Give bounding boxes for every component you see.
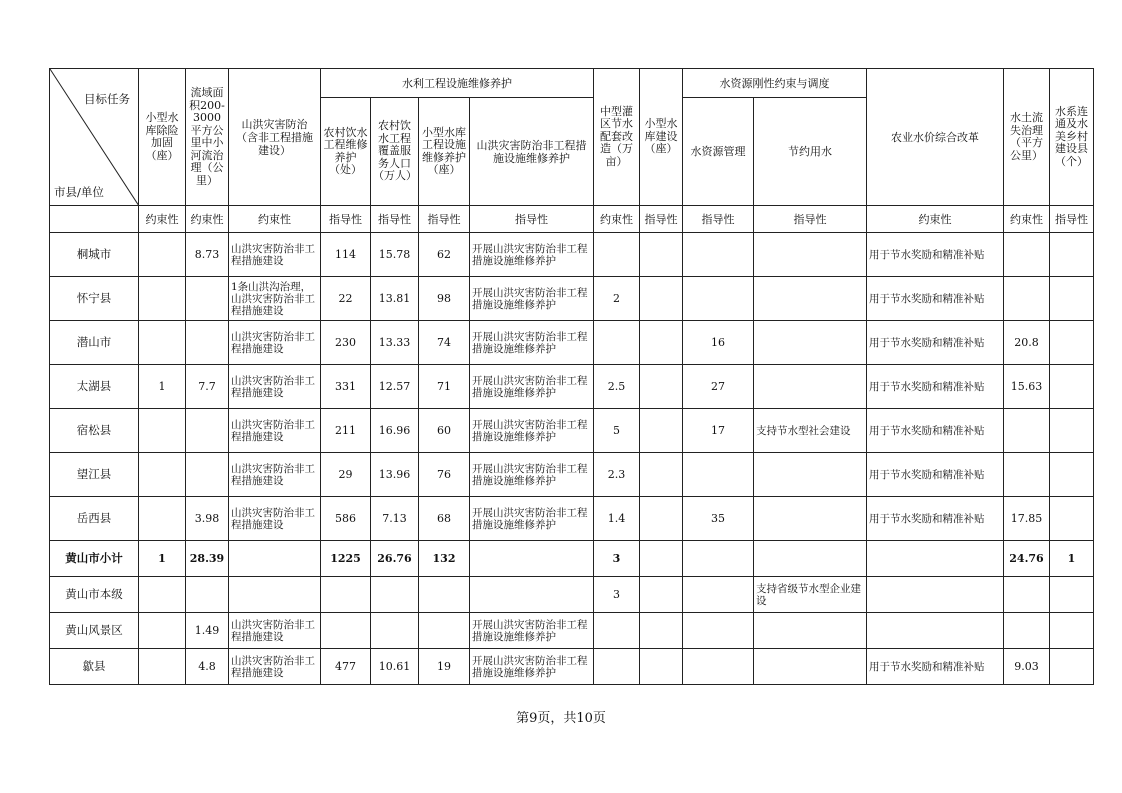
table-cell <box>754 277 867 321</box>
table-cell <box>754 321 867 365</box>
col-header-10: 节约用水 <box>754 98 867 206</box>
table-cell <box>640 613 683 649</box>
table-cell: 26.76 <box>371 541 419 577</box>
table-row <box>50 277 1094 321</box>
col-header-8: 小型水库建设（座） <box>640 69 683 206</box>
table-cell: 13.33 <box>371 321 419 365</box>
table-cell: 132 <box>419 541 470 577</box>
row-name-cell: 岳西县 <box>50 497 139 541</box>
table-cell: 开展山洪灾害防治非工程措施设施维修养护 <box>470 277 594 321</box>
table-cell: 35 <box>683 497 754 541</box>
table-cell: 山洪灾害防治非工程措施建设 <box>229 497 321 541</box>
col-header-9: 水资源管理 <box>683 98 754 206</box>
table-row <box>50 409 1094 453</box>
table-cell <box>1004 233 1050 277</box>
table-cell: 19 <box>419 649 470 685</box>
data-table <box>49 68 1094 685</box>
table-cell: 3.98 <box>186 497 229 541</box>
col-header-6: 山洪灾害防治非工程措施设施维修养护 <box>470 98 594 206</box>
table-cell <box>640 277 683 321</box>
page-number: 第9页，共10页 <box>516 711 606 726</box>
table-cell: 60 <box>419 409 470 453</box>
table-row <box>50 321 1094 365</box>
table-cell <box>139 577 186 613</box>
table-cell: 山洪灾害防治非工程措施建设 <box>229 409 321 453</box>
row-name-cell: 宿松县 <box>50 409 139 453</box>
table-cell <box>229 541 321 577</box>
table-cell: 586 <box>321 497 371 541</box>
table-cell <box>594 613 640 649</box>
table-cell <box>754 497 867 541</box>
level-cell: 约束性 <box>186 206 229 233</box>
table-cell: 山洪灾害防治非工程措施建设 <box>229 649 321 685</box>
table-cell <box>139 409 186 453</box>
row-name-cell: 歙县 <box>50 649 139 685</box>
table-cell: 8.73 <box>186 233 229 277</box>
table-cell <box>1050 365 1094 409</box>
table-cell <box>640 577 683 613</box>
table-cell <box>1050 453 1094 497</box>
table-cell: 开展山洪灾害防治非工程措施设施维修养护 <box>470 365 594 409</box>
table-cell: 74 <box>419 321 470 365</box>
table-cell: 开展山洪灾害防治非工程措施设施维修养护 <box>470 453 594 497</box>
table-cell: 1 <box>139 541 186 577</box>
row-name-cell: 怀宁县 <box>50 277 139 321</box>
table-cell: 2 <box>594 277 640 321</box>
corner-header-cell <box>50 69 139 206</box>
col-header-5: 小型水库工程设施维修养护（座） <box>419 98 470 206</box>
level-cell: 约束性 <box>1004 206 1050 233</box>
row-name-cell: 潜山市 <box>50 321 139 365</box>
table-cell <box>139 497 186 541</box>
table-cell <box>640 365 683 409</box>
table-cell: 4.8 <box>186 649 229 685</box>
table-cell: 2.5 <box>594 365 640 409</box>
table-cell: 9.03 <box>1004 649 1050 685</box>
level-cell: 指导性 <box>419 206 470 233</box>
col-header-12: 水土流失治理（平方公里） <box>1004 69 1050 206</box>
table-cell <box>640 541 683 577</box>
row-name-cell: 黄山市本级 <box>50 577 139 613</box>
table-cell: 15.78 <box>371 233 419 277</box>
table-cell: 12.57 <box>371 365 419 409</box>
table-cell <box>419 613 470 649</box>
table-row <box>50 613 1094 649</box>
table-cell <box>640 233 683 277</box>
col-header-4: 农村饮水工程覆盖服务人口（万人） <box>371 98 419 206</box>
col-header-3: 农村饮水工程维修养护（处） <box>321 98 371 206</box>
table-cell <box>186 277 229 321</box>
table-cell: 用于节水奖励和精准补贴 <box>867 365 1004 409</box>
table-cell: 1 <box>139 365 186 409</box>
table-cell <box>419 577 470 613</box>
row-name-cell: 太湖县 <box>50 365 139 409</box>
table-cell: 支持省级节水型企业建设 <box>754 577 867 613</box>
corner-bottom-label: 市县/单位 <box>54 185 104 199</box>
table-cell: 山洪灾害防治非工程措施建设 <box>229 233 321 277</box>
table-cell <box>754 649 867 685</box>
table-cell <box>1050 233 1094 277</box>
table-cell <box>1050 497 1094 541</box>
table-cell: 114 <box>321 233 371 277</box>
table-cell: 22 <box>321 277 371 321</box>
level-cell: 指导性 <box>640 206 683 233</box>
level-cell: 指导性 <box>371 206 419 233</box>
level-cell-corner <box>50 206 139 233</box>
table-cell <box>867 577 1004 613</box>
table-cell: 10.61 <box>371 649 419 685</box>
table-cell: 1条山洪沟治理，山洪灾害防治非工程措施建设 <box>229 277 321 321</box>
table-cell <box>640 453 683 497</box>
table-cell <box>1050 321 1094 365</box>
table-cell: 13.96 <box>371 453 419 497</box>
table-cell <box>754 365 867 409</box>
table-cell: 1 <box>1050 541 1094 577</box>
table-cell <box>139 277 186 321</box>
table-cell <box>594 321 640 365</box>
level-cell: 指导性 <box>1050 206 1094 233</box>
table-cell: 用于节水奖励和精准补贴 <box>867 649 1004 685</box>
group-header-water-projects: 水利工程设施维修养护 <box>321 69 594 98</box>
table-cell: 7.7 <box>186 365 229 409</box>
table-cell: 1.49 <box>186 613 229 649</box>
row-name-cell: 黄山市小计 <box>50 541 139 577</box>
row-name-cell: 桐城市 <box>50 233 139 277</box>
table-cell <box>683 577 754 613</box>
table-cell: 28.39 <box>186 541 229 577</box>
table-cell <box>640 409 683 453</box>
table-cell: 山洪灾害防治非工程措施建设 <box>229 321 321 365</box>
table-cell <box>1004 277 1050 321</box>
table-cell <box>640 497 683 541</box>
level-cell: 约束性 <box>594 206 640 233</box>
table-cell: 用于节水奖励和精准补贴 <box>867 497 1004 541</box>
table-cell <box>186 321 229 365</box>
table-cell: 68 <box>419 497 470 541</box>
level-cell: 指导性 <box>683 206 754 233</box>
table-cell <box>186 453 229 497</box>
table-cell: 山洪灾害防治非工程措施建设 <box>229 365 321 409</box>
table-cell <box>229 577 321 613</box>
table-cell <box>594 233 640 277</box>
table-cell: 开展山洪灾害防治非工程措施设施维修养护 <box>470 321 594 365</box>
col-header-13: 水系连通及水美乡村建设县（个） <box>1050 69 1094 206</box>
table-cell: 3 <box>594 541 640 577</box>
table-cell <box>683 613 754 649</box>
table-cell: 16.96 <box>371 409 419 453</box>
table-cell: 15.63 <box>1004 365 1050 409</box>
level-cell: 指导性 <box>754 206 867 233</box>
table-cell <box>321 577 371 613</box>
table-cell: 开展山洪灾害防治非工程措施设施维修养护 <box>470 409 594 453</box>
row-name-cell: 望江县 <box>50 453 139 497</box>
col-header-2: 山洪灾害防治（含非工程措施建设） <box>229 69 321 206</box>
table-row <box>50 233 1094 277</box>
table-cell: 76 <box>419 453 470 497</box>
table-cell: 用于节水奖励和精准补贴 <box>867 453 1004 497</box>
table-row <box>50 453 1094 497</box>
table-cell <box>867 541 1004 577</box>
table-cell <box>139 321 186 365</box>
table-cell <box>139 649 186 685</box>
table-row <box>50 577 1094 613</box>
table-row <box>50 541 1094 577</box>
table-cell <box>186 577 229 613</box>
col-header-7: 中型灌区节水配套改造（万亩） <box>594 69 640 206</box>
table-cell <box>371 613 419 649</box>
table-cell: 开展山洪灾害防治非工程措施设施维修养护 <box>470 649 594 685</box>
table-cell: 62 <box>419 233 470 277</box>
table-cell: 1225 <box>321 541 371 577</box>
table-cell: 211 <box>321 409 371 453</box>
table-cell: 17.85 <box>1004 497 1050 541</box>
table-cell <box>683 233 754 277</box>
table-cell <box>640 321 683 365</box>
group-header-water-resources: 水资源刚性约束与调度 <box>683 69 867 98</box>
table-cell: 1.4 <box>594 497 640 541</box>
table-cell <box>754 613 867 649</box>
table-cell: 29 <box>321 453 371 497</box>
table-cell: 230 <box>321 321 371 365</box>
table-cell: 16 <box>683 321 754 365</box>
table-cell: 71 <box>419 365 470 409</box>
table-cell <box>683 453 754 497</box>
table-cell: 24.76 <box>1004 541 1050 577</box>
table-cell <box>1004 409 1050 453</box>
col-header-11: 农业水价综合改革 <box>867 69 1004 206</box>
corner-top-label: 目标任务 <box>84 92 130 106</box>
table-cell: 2.3 <box>594 453 640 497</box>
table-cell <box>139 233 186 277</box>
table-cell <box>754 233 867 277</box>
table-cell <box>1050 613 1094 649</box>
table-cell <box>1050 649 1094 685</box>
table-cell: 支持节水型社会建设 <box>754 409 867 453</box>
table-row <box>50 649 1094 685</box>
table-cell <box>754 541 867 577</box>
table-cell <box>640 649 683 685</box>
table-cell <box>683 277 754 321</box>
table-cell: 27 <box>683 365 754 409</box>
table-cell <box>139 453 186 497</box>
table-cell: 开展山洪灾害防治非工程措施设施维修养护 <box>470 613 594 649</box>
table-cell <box>321 613 371 649</box>
table-cell: 山洪灾害防治非工程措施建设 <box>229 613 321 649</box>
table-cell <box>683 649 754 685</box>
table-cell <box>1004 577 1050 613</box>
col-header-1: 流域面积200-3000平方公里中小河流治理（公里） <box>186 69 229 206</box>
table-cell <box>371 577 419 613</box>
table-cell: 用于节水奖励和精准补贴 <box>867 321 1004 365</box>
level-cell: 指导性 <box>470 206 594 233</box>
table-cell <box>1050 277 1094 321</box>
table-cell: 5 <box>594 409 640 453</box>
table-cell: 用于节水奖励和精准补贴 <box>867 233 1004 277</box>
table-cell <box>683 541 754 577</box>
table-cell: 7.13 <box>371 497 419 541</box>
table-cell: 用于节水奖励和精准补贴 <box>867 277 1004 321</box>
table-cell <box>139 613 186 649</box>
table-row <box>50 497 1094 541</box>
level-cell: 约束性 <box>867 206 1004 233</box>
table-cell: 山洪灾害防治非工程措施建设 <box>229 453 321 497</box>
table-cell <box>594 649 640 685</box>
table-cell: 用于节水奖励和精准补贴 <box>867 409 1004 453</box>
table-cell <box>470 541 594 577</box>
table-cell: 17 <box>683 409 754 453</box>
table-cell <box>867 613 1004 649</box>
table-cell: 开展山洪灾害防治非工程措施设施维修养护 <box>470 497 594 541</box>
table-cell <box>470 577 594 613</box>
col-header-0: 小型水库除险加固（座） <box>139 69 186 206</box>
table-body <box>50 233 1094 685</box>
table-row <box>50 365 1094 409</box>
table-cell: 20.8 <box>1004 321 1050 365</box>
table-cell: 331 <box>321 365 371 409</box>
table-cell <box>1050 409 1094 453</box>
table-cell <box>1004 613 1050 649</box>
row-name-cell: 黄山风景区 <box>50 613 139 649</box>
level-cell: 指导性 <box>321 206 371 233</box>
table-cell: 3 <box>594 577 640 613</box>
table-cell: 开展山洪灾害防治非工程措施设施维修养护 <box>470 233 594 277</box>
table-cell: 13.81 <box>371 277 419 321</box>
table-cell <box>754 453 867 497</box>
level-cell: 约束性 <box>139 206 186 233</box>
table-cell <box>1050 577 1094 613</box>
table-cell <box>186 409 229 453</box>
table-cell: 477 <box>321 649 371 685</box>
table-cell <box>1004 453 1050 497</box>
table-cell: 98 <box>419 277 470 321</box>
level-cell: 约束性 <box>229 206 321 233</box>
